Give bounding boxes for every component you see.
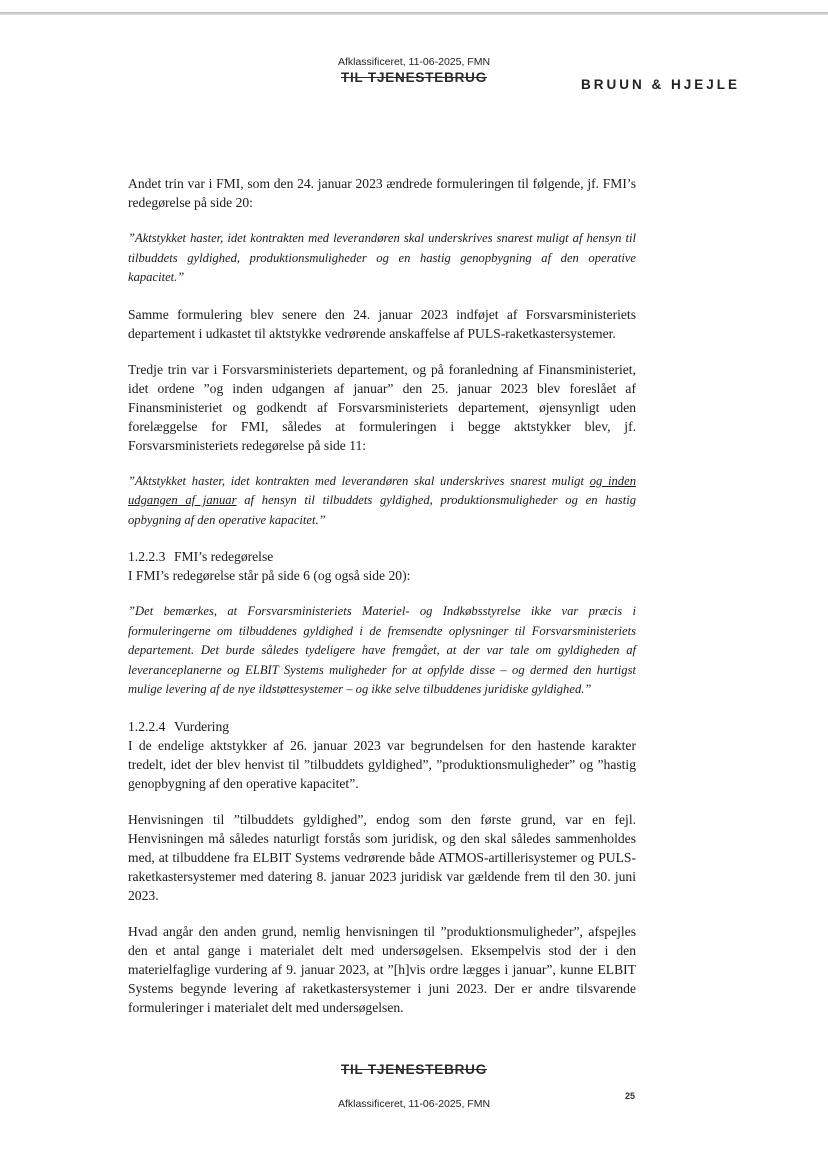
- section-heading: [128, 717, 636, 736]
- section-title: Vurdering: [174, 718, 230, 734]
- paragraph: I FMI’s redegørelse står på side 6 (og også side 20):: [128, 568, 411, 583]
- footer-declassification: Afklassificeret, 11-06-2025, FMN: [337, 1098, 491, 1110]
- header-declassification: Afklassificeret, 11-06-2025, FMN: [337, 56, 491, 68]
- section-heading: [128, 547, 636, 566]
- section-title: FMI’s redegørelse: [174, 549, 274, 564]
- paragraph: Samme formulering blev senere den 24. januar 2023 indføjet af Forsvarsministeriets departement i udkastet til aktstykke vedrørende anskaffelse af PULS-raketkastersystemer.: [128, 306, 636, 341]
- paragraph: I de endelige aktstykker af 26. januar 2023 var begrundelsen for den hastende karakter tredelt, idet der blev henvist til ”tilbuddets gyldighed”, ”produktionsmuligheder” og ”hastig genopbygning af den operative kapacitet”.: [128, 737, 636, 791]
- underlined-phrase: og inden udgangen af januar: [128, 473, 636, 507]
- header-classification: TIL TJENESTEBRUG: [340, 70, 488, 85]
- document-body: [128, 174, 636, 1034]
- quote: ”Det bemærkes, at Forsvarsministeriets Materiel- og Indkøbsstyrelse ikke var præcis i formuleringerne om tilbuddenes gyldighed i de fremsendte oplysninger til Forsvarsministeriets departement. Det burde således tydeligere have fremgået, at der var tale om gyldigheden af leveranceplanerne og ELBIT Systems muligheder for at opfylde disse – og dermed den hurtigst mulige levering af de nye ildstøttesystemer – og ikke selve tilbuddenes juridiske gyldighed.”: [128, 604, 636, 696]
- scan-edge: [0, 12, 828, 15]
- brand-logo-text: BRUUN & HJEJLE: [580, 77, 740, 92]
- quote: ”Aktstykket haster, idet kontrakten med leverandøren skal underskrives snarest muligt af hensyn til tilbuddets gyldighed, produktionsmuligheder og en hastig genopbygning af den operative kapacitet.”: [128, 231, 636, 284]
- quote-text: ”Aktstykket haster, idet kontrakten med leverandøren skal underskrives snarest muligt: [128, 473, 590, 488]
- quote: [128, 472, 636, 531]
- paragraph: Henvisningen til ”tilbuddets gyldighed”, endog som den første grund, var en fejl. Henvisningen må således naturligt forstås som juridisk, og den skal således sammenholdes med, at tilbuddene fra ELBIT Systems vedrørende både ATMOS-artillerisystemer og PULS-raketkastersystemer med datering 8. januar 2023 juridisk var gældende frem til den 30. juni 2023.: [128, 811, 636, 903]
- paragraph: Andet trin var i FMI, som den 24. januar 2023 ændrede formuleringen til følgende, jf. FMI’s redegørelse på side 20:: [128, 176, 636, 210]
- paragraph: Tredje trin var i Forsvarsministeriets departement, og på foranledning af Finansministeriet, idet ordene ”og inden udgangen af januar” den 25. januar 2023 blev foreslået af Finansministeriet og godkendt af Forsvarsministeriets departement, øjensynligt uden forelæggelse for FMI, således at formuleringen i begge aktstykker blev, jf. Forsvarsministeriets redegørelse på side 11:: [128, 361, 636, 453]
- section-number: 1.2.2.3: [128, 549, 166, 564]
- footer-classification: TIL TJENESTEBRUG: [340, 1062, 488, 1077]
- section-number: 1.2.2.4: [128, 718, 166, 734]
- page-number: 25: [625, 1091, 636, 1101]
- quote-text: af hensyn til tilbuddets gyldighed, produktionsmuligheder og en hastig opbygning af den operative kapacitet.”: [128, 493, 636, 527]
- paragraph: Hvad angår den anden grund, nemlig henvisningen til ”produktionsmuligheder”, afspejles den et antal gange i materialet delt med undersøgelsen. Eksempelvis stod der i den materielfaglige vurdering af 9. januar 2023, at ”[h]vis ordre lægges i januar”, kunne ELBIT Systems begynde levering af raketkastersystemer i juni 2023. Der er andre tilsvarende formuleringer i materialet delt med undersøgelsen.: [128, 923, 636, 1015]
